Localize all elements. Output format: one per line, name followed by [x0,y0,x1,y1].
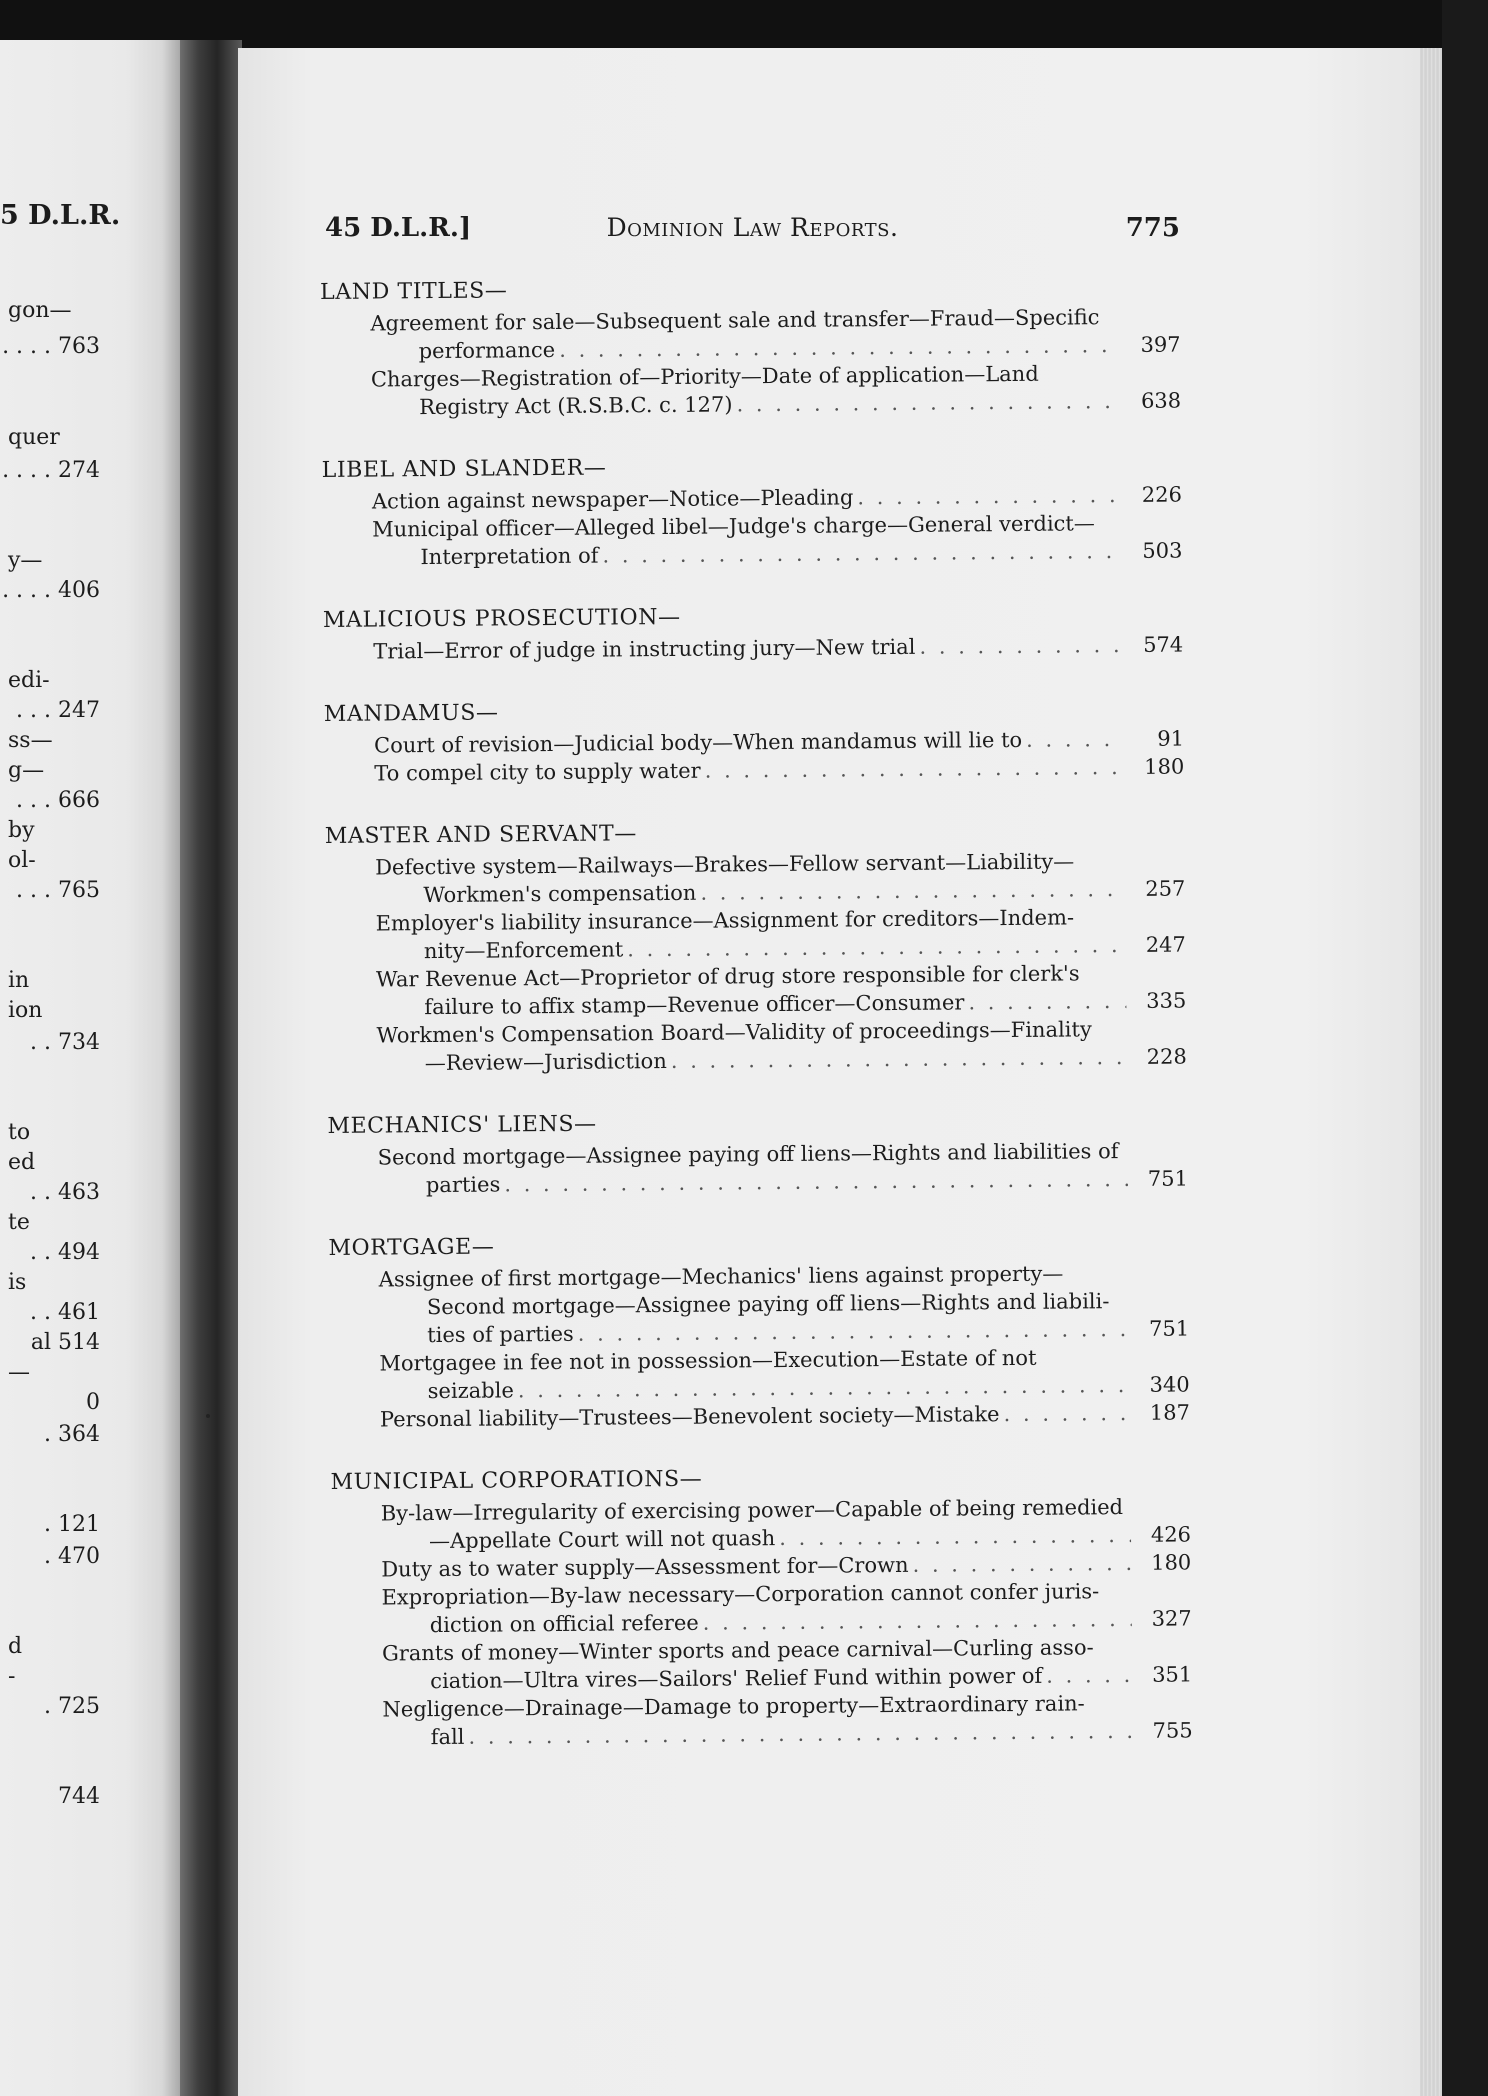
entry-line [372,537,1122,572]
entry-text: Action against newspaper—Notice—Pleading [371,485,854,514]
running-title: Dominion Law Reports. [606,213,899,242]
previous-page-fragment: al 514 [30,1330,100,1355]
entry-line: Grants of money—Winter sports and peace carnival—Curling asso- [381,1635,1094,1666]
index-entry [329,1258,1190,1350]
entry-page-number: 257 [1145,876,1186,901]
entry-page-number: 755 [1152,1718,1193,1743]
previous-page-fragment: in [8,968,30,993]
previous-page-fragment: — [8,1360,30,1385]
index-entry [325,846,1185,910]
leader-dots [857,481,1122,511]
section-heading: MASTER AND SERVANT— [324,821,638,849]
entry-text: Duty as to water supply—Assessment for—Crown [381,1552,909,1582]
entry-page-number: 180 [1144,754,1185,779]
entry-line: Negligence—Drainage—Damage to property—Extraordinary rain- [382,1691,1085,1722]
book-gutter [180,40,242,2096]
entry-line: Second mortgage—Assignee paying off liens—Rights and liabilities of [377,1139,1119,1170]
entry-page-number: 638 [1140,388,1182,413]
entry-line: Workmen's Compensation Board—Validity of proceedings—Finality [376,1017,1092,1048]
paper-speck [206,1414,210,1418]
entry-page-number: 247 [1145,932,1186,957]
entry-line: Charges—Registration of—Priority—Date of application—Land [370,361,1039,392]
previous-page-fragment: to [8,1120,31,1145]
section-heading: MUNICIPAL CORPORATIONS— [330,1466,703,1495]
entry-page-number: 340 [1149,1372,1190,1397]
previous-page-fragment: y— [8,548,43,573]
volume-label: 45 D.L.R.] [325,213,472,243]
index-entry [328,1136,1188,1200]
previous-page-fragment: ol- [8,848,36,873]
previous-page-fragment: by [8,818,35,843]
previous-page-fragment: . . . . 406 [2,578,100,603]
entry-page-number: 226 [1141,482,1183,507]
entry-page-number: 335 [1146,988,1187,1013]
previous-page-fragment: . 470 [44,1544,100,1569]
entry-line: By-law—Irregularity of exercising power—Capable of being remedied [380,1495,1124,1526]
entry-line [377,1043,1127,1078]
leader-dots [1003,1399,1130,1428]
entry-text: failure to affix stamp—Revenue officer—Consumer [424,990,965,1020]
entry-text: Personal liability—Trustees—Benevolent society—Mistake [379,1402,1000,1432]
previous-page-fragment: . . . 247 [16,698,100,723]
previous-page-fragment: . . . 765 [16,878,100,903]
entry-line: Municipal officer—Alleged libel—Judge's charge—General verdict— [372,511,1095,542]
entry-text: diction on official referee [429,1610,699,1638]
entry-page-number: 574 [1143,632,1184,657]
entry-line: Assignee of first mortgage—Mechanics' liens against property— [378,1261,1064,1292]
entry-text: Interpretation of [420,543,599,570]
entry-line: Defective system—Railways—Brakes—Fellow servant—Liability— [375,849,1075,880]
entry-text: Workmen's compensation [423,880,697,908]
leader-dots [468,1717,1132,1751]
entry-page-number: 351 [1152,1662,1193,1687]
entry-page-number: 426 [1150,1522,1192,1547]
section-heading: MANDAMUS— [323,700,499,727]
entry-line [374,753,1124,788]
entry-text: ties of parties [427,1321,574,1348]
previous-page-fragment: . . . . 274 [2,458,100,483]
entry-page-number: 180 [1151,1550,1192,1575]
index-entry [320,302,1180,366]
entry-page-number: 91 [1157,726,1185,751]
entry-page-number: 397 [1140,332,1181,357]
leader-dots [627,931,1126,963]
entry-line [378,1165,1128,1200]
entry-page-number: 751 [1147,1166,1188,1191]
previous-page-fragment: gon— [8,298,72,323]
index-entry [326,902,1186,966]
leader-dots [736,387,1121,418]
entry-line [383,1717,1133,1752]
entry-page-number: 327 [1151,1606,1192,1631]
previous-page-fragment: g— [8,758,45,783]
entry-page-number: 503 [1142,538,1183,563]
index-section [322,448,1183,572]
leader-dots [919,631,1123,661]
previous-page-fragment: . . 463 [30,1180,100,1205]
index-section [325,814,1187,1077]
entry-line: War Revenue Act—Proprietor of drug store responsible for clerk's [376,961,1080,992]
index-entry [321,358,1181,422]
entry-text: ciation—Ultra vires—Sailors' Relief Fund within power of [430,1663,1043,1694]
entry-text: To compel city to supply water [374,758,701,786]
entry-text: fall [430,1724,465,1750]
leader-dots [703,1605,1132,1637]
page-edges [1420,48,1442,2096]
leader-dots [1026,725,1124,754]
leader-dots [779,1521,1131,1552]
entry-text: —Appellate Court will not quash [428,1526,776,1554]
previous-page-fragment: edi- [8,668,50,693]
index-entry [331,1492,1191,1556]
index-section [328,1226,1190,1433]
section-heading: LIBEL AND SLANDER— [321,455,607,483]
entry-text: nity—Enforcement [423,937,624,964]
leader-dots [602,537,1122,570]
previous-page-fragment: ed [8,1150,36,1175]
previous-page-fragment: 744 [58,1784,100,1809]
index-entry [326,958,1186,1022]
previous-page-fragment: . . . 666 [16,788,100,813]
section-heading: MECHANICS' LIENS— [327,1111,597,1139]
index-section [330,1460,1192,1751]
entry-line: Mortgagee in fee not in possession—Execution—Estate of not [379,1345,1037,1376]
section-heading: MALICIOUS PROSECUTION— [322,604,681,633]
entry-text: Registry Act (R.S.B.C. c. 127) [419,392,733,420]
section-heading: MORTGAGE— [328,1234,495,1261]
previous-page-fragment: . . 494 [30,1240,100,1265]
previous-page-header: 5 D.L.R. [0,200,121,231]
entry-page-number: 228 [1146,1044,1187,1069]
page-number: 775 [1125,213,1180,243]
previous-page-fragment: d [8,1634,23,1659]
index-section [323,598,1183,666]
previous-page-fragment: . 121 [44,1512,100,1537]
entry-text: performance [418,337,556,364]
index-section [324,692,1185,788]
previous-page-fragment: . . 461 [30,1300,100,1325]
previous-page-fragment: . . 734 [30,1030,100,1055]
previous-page-fragment: - [8,1664,16,1689]
leader-dots [700,875,1125,907]
entry-text: seizable [427,1378,514,1404]
running-header [325,213,1180,253]
leader-dots [1046,1661,1132,1690]
entry-text: parties [425,1172,501,1198]
index-entry [331,1576,1191,1640]
entry-line: Second mortgage—Assignee paying off liens—Rights and liabili- [426,1289,1110,1320]
background-right [1442,0,1488,2096]
previous-page-fragment: ion [8,998,43,1023]
previous-page-fragment: te [8,1210,30,1235]
index-entry [323,630,1183,666]
previous-page [0,40,180,2096]
previous-page-fragment: . . . . 763 [2,334,100,359]
previous-page-fragment: 0 [86,1390,100,1415]
entry-page-number: 187 [1149,1400,1191,1425]
previous-page-fragment: ss— [8,728,53,753]
entry-line: Agreement for sale—Subsequent sale and transfer—Fraud—Specific [370,305,1100,336]
index-entry [332,1688,1192,1752]
leader-dots [671,1043,1127,1075]
index-entry [326,1014,1186,1078]
index-section [320,270,1181,421]
entry-line [373,631,1123,666]
leader-dots [504,1165,1128,1198]
leader-dots [705,753,1125,785]
entry-text: Court of revision—Judicial body—When mandamus will lie to [373,727,1023,758]
entry-page-number: 751 [1149,1316,1190,1341]
section-heading: LAND TITLES— [320,278,508,305]
previous-page-fragment: . 364 [44,1422,100,1447]
entry-line [380,1399,1130,1434]
entry-line: Employer's liability insurance—Assignment for creditors—Indem- [375,905,1075,936]
index-body [320,270,1193,1785]
previous-page-fragment: is [8,1270,27,1295]
entry-line: Expropriation—By-law necessary—Corporation cannot confer juris- [381,1579,1100,1610]
previous-page-fragment: quer [8,425,60,450]
leader-dots [968,987,1126,1016]
leader-dots [912,1549,1131,1579]
previous-page-fragment: . 725 [44,1694,100,1719]
index-entry [329,1342,1189,1406]
index-entry [332,1632,1192,1696]
entry-text: Trial—Error of judge in instructing jury—New trial [373,634,916,664]
entry-text: —Review—Jurisdiction [424,1049,667,1076]
index-entry [322,508,1182,572]
index-section [327,1104,1188,1200]
entry-line [371,387,1121,422]
